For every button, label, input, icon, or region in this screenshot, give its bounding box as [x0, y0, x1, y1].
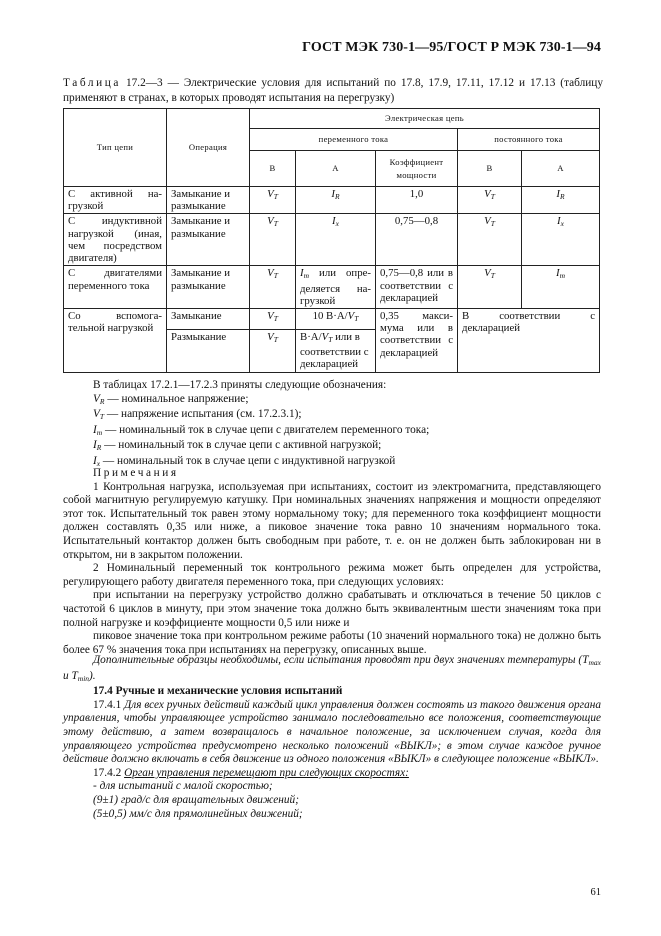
legend-item: $I_m$ — номинальный ток в случае цепи с двигателем переменного тока; — [93, 423, 430, 437]
note-2: 2 Номинальный переменный ток контрольного режима может быть определен для устройства, регулирующего работу двигателя переменного тока, при следующих условиях: — [63, 562, 601, 588]
notes-heading: Примечания — [93, 467, 179, 479]
speed-item-2: (9±1) град/с для вращательных движений; — [93, 793, 299, 806]
cell-ac-amp: $I_m$ или опре-деляется на-грузкой — [296, 266, 376, 309]
table-caption-label: Таблица — [63, 77, 122, 89]
cell-ac-volt: $V_T$ — [250, 309, 296, 330]
note-2-condition-1: при испытании на перегрузку устройство должно срабатывать и отключаться в течение 50 циклов с частотой 6 циклов в минуту, при этом значение тока должно быть эквивалентным шести значениям тока при полной нагрузке и коэффициенте мощности 0,5 или ниже и — [63, 589, 601, 629]
cell-ac-amp: $I_R$ — [296, 187, 376, 214]
section-17-4 — [63, 654, 601, 821]
cell-power-factor: 0,35 макси-мума или в соответствии с декларацией — [376, 309, 458, 373]
section-heading: 17.4 Ручные и механические условия испытаний — [93, 685, 343, 698]
header-electric-circuit: Электрическая цепь — [250, 109, 600, 129]
cell-operation: Замыкание и размыкание — [167, 214, 250, 266]
header-dc-amp: А — [522, 151, 600, 187]
cell-type: С активной на-грузкой — [64, 187, 167, 214]
table-caption-text: 17.2—3 — Электрические условия для испытаний по 17.8, 17.9, 17.11, 17.12 и 17.13 (таблицу применяют в странах, в которых проводят испытания на перегрузку) — [63, 77, 603, 104]
cell-dc-amp: $I_m$ — [522, 266, 600, 309]
header-ac: переменного тока — [250, 129, 458, 151]
note-2-condition-2: пиковое значение тока при контрольном режиме работы (10 значений нормального тока) не должно быть более 67 % значения тока при испытаниях на перегрузку, описанных выше. — [63, 630, 601, 656]
page-number: 61 — [590, 887, 601, 898]
cell-ac-amp: $В\cdot А/V_T$ или в соответствии с декларацией — [296, 330, 376, 373]
electrical-conditions-table — [63, 108, 600, 373]
cell-ac-volt: $V_T$ — [250, 330, 296, 373]
cell-dc-declaration: В соответствии с декларацией — [458, 309, 600, 373]
cell-ac-amp: $I_x$ — [296, 214, 376, 266]
header-ac-amp: А — [296, 151, 376, 187]
table-row — [64, 309, 600, 330]
cell-operation: Замыкание и размыкание — [167, 187, 250, 214]
legend-item: $V_T$ — напряжение испытания (см. 17.2.3.1); — [93, 408, 302, 422]
header-power-factor: Коэффициент мощности — [376, 151, 458, 187]
cell-ac-volt: $V_T$ — [250, 214, 296, 266]
cell-operation-break: Размыкание — [167, 330, 250, 373]
table-row — [64, 187, 600, 214]
notes-block — [63, 467, 601, 657]
legend-item: $I_R$ — номинальный ток в случае цепи с активной нагрузкой; — [93, 439, 382, 453]
header-circuit-type: Тип цепи — [64, 109, 167, 187]
speed-item-3: (5±0,5) мм/с для прямолинейных движений; — [93, 807, 303, 820]
table-caption — [63, 76, 603, 106]
table-row — [64, 214, 600, 266]
cell-type: С индуктивной нагрузкой (иная, чем посредством двигателя) — [64, 214, 167, 266]
legend-intro: В таблицах 17.2.1—17.2.3 приняты следующие обозначения: — [93, 379, 387, 391]
cell-dc-volt: $V_T$ — [458, 266, 522, 309]
table-row — [64, 266, 600, 309]
header-dc-volt: В — [458, 151, 522, 187]
speed-item-1: - для испытаний с малой скоростью; — [93, 780, 273, 793]
cell-ac-volt: $V_T$ — [250, 187, 296, 214]
cell-type: Со вспомога-тельной нагрузкой — [64, 309, 167, 373]
note-1: 1 Контрольная нагрузка, используемая при испытаниях, состоит из электромагнита, представляющего собой магнитную регулируемую катушку. При номинальных значениях напряжения и мощности определяют этот ток. Испытательный ток равен этому нормальному току; для переменного тока коэффициент мощности должен составлять 0,35 или ниже, а пиковое значение тока равно 10 значениям нормального тока. Испытательный контактор должен быть свободным при работе, т. е. он не должен быть заблокирован ни в открытом, ни в закрытом положении. — [63, 480, 601, 561]
legend-item: $V_R$ — номинальное напряжение; — [93, 392, 249, 406]
cell-ac-amp: 10 $В\cdot А/V_T$ — [296, 309, 376, 330]
header-operation: Операция — [167, 109, 250, 187]
symbols-legend — [93, 379, 601, 471]
header-ac-volt: В — [250, 151, 296, 187]
cell-type: С двигателями переменного тока — [64, 266, 167, 309]
legend-item: $I_x$ — номинальный ток в случае цепи с индуктивной нагрузкой — [93, 454, 396, 468]
header-dc: постоянного тока — [458, 129, 600, 151]
extra-samples-text: Дополнительные образцы необходимы, если испытания проводят при двух значениях температуры (Tmax и Tmin). — [63, 654, 601, 683]
cell-dc-volt: $V_T$ — [458, 187, 522, 214]
cell-power-factor: 1,0 — [376, 187, 458, 214]
cell-operation: Замыкание и размыкание — [167, 266, 250, 309]
paragraph-17-4-1: 17.4.1 Для всех ручных действий каждый цикл управления должен состоять из такого движения органа управления, чтобы управляющее устройство занимало последовательно все положения, соответствующие этому действию, а затем возвращалось в начальное положение, за исключением случая, когда для управляющего устройства предусмотрено несколько положений «ВЫКЛ»; в этом случае каждое ручное действие должно включать в себя движение из одного положения «ВЫКЛ» в следующее положение «ВЫКЛ». — [63, 698, 601, 766]
cell-ac-volt: $V_T$ — [250, 266, 296, 309]
cell-dc-amp: $I_x$ — [522, 214, 600, 266]
paragraph-17-4-2: 17.4.2 Орган управления перемещают при следующих скоростях: — [93, 766, 409, 779]
cell-dc-amp: $I_R$ — [522, 187, 600, 214]
cell-power-factor: 0,75—0,8 — [376, 214, 458, 266]
document-header-title: ГОСТ МЭК 730-1—95/ГОСТ Р МЭК 730-1—94 — [302, 40, 601, 55]
cell-power-factor: 0,75—0,8 или в соответствии с декларацией — [376, 266, 458, 309]
cell-operation-make: Замыкание — [167, 309, 250, 330]
cell-dc-volt: $V_T$ — [458, 214, 522, 266]
